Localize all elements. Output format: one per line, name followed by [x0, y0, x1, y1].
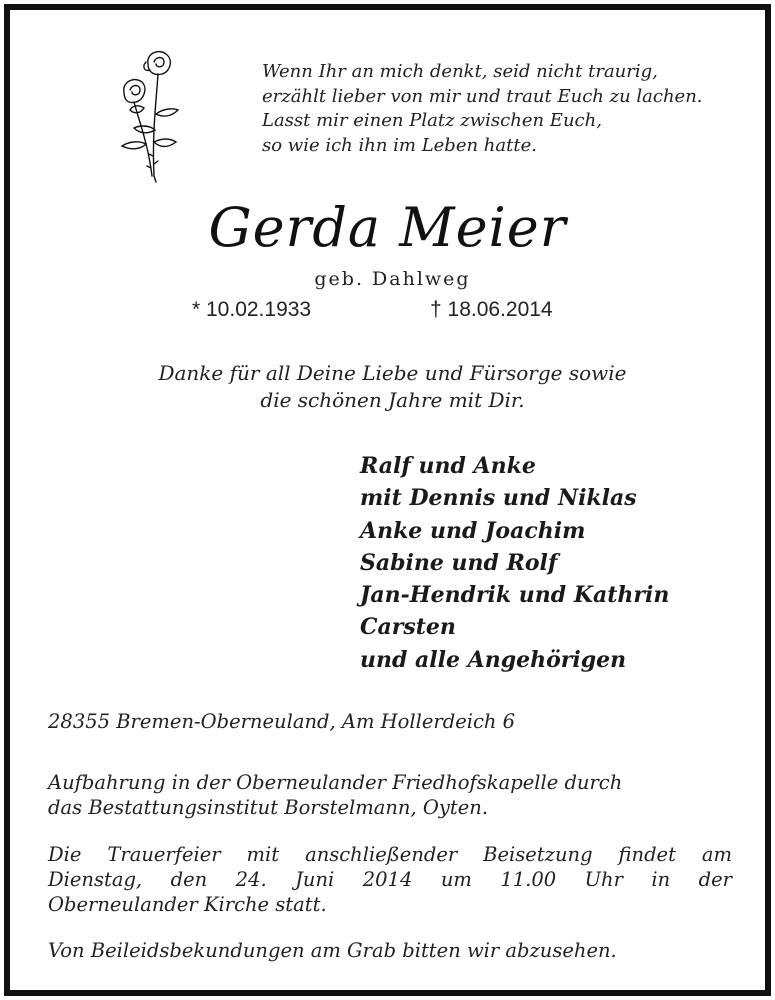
- family-line: Anke und Joachim: [360, 517, 586, 544]
- birth-date: * 10.02.1933: [192, 298, 312, 321]
- notice-line: Oberneulander Kirche statt.: [48, 893, 327, 916]
- obituary-content: [10, 10, 765, 990]
- family-line: Jan-Hendrik und Kathrin: [360, 582, 670, 609]
- thanks-line: die schönen Jahre mit Dir.: [260, 388, 525, 412]
- condolence-notice: Von Beileidsbekundungen am Grab bitten wir abzusehen.: [48, 939, 617, 962]
- death-date: † 18.06.2014: [430, 298, 553, 321]
- notice-line: Die Trauerfeier mit anschließender Beisetzung findet am: [48, 843, 732, 866]
- funeral-notice: [48, 842, 732, 917]
- notice-line: das Bestattungsinstitut Borstelmann, Oyten.: [48, 796, 489, 819]
- thanks-message: [10, 360, 775, 414]
- poem-line: Lasst mir einen Platz zwischen Euch,: [262, 110, 602, 131]
- deceased-name: Gerda Meier: [208, 196, 567, 259]
- viewing-notice: [48, 770, 732, 820]
- family-list: [360, 450, 740, 676]
- obituary-frame: [4, 4, 771, 996]
- birth-name: geb. Dahlweg: [314, 268, 471, 290]
- notice-line: Aufbahrung in der Oberneulander Friedhofskapelle durch: [48, 771, 623, 794]
- poem-line: erzählt lieber von mir und traut Euch zu lachen.: [262, 85, 703, 107]
- poem-line: Wenn Ihr an mich denkt, seid nicht traurig,: [262, 61, 658, 82]
- family-line: mit Dennis und Niklas: [360, 485, 637, 512]
- notice-line: Dienstag, den 24. Juni 2014 um 11.00 Uhr in der: [48, 868, 732, 891]
- family-line: Sabine und Rolf: [360, 549, 558, 576]
- family-line: und alle Angehörigen: [360, 646, 627, 673]
- address: 28355 Bremen-Oberneuland, Am Hollerdeich 6: [48, 710, 516, 733]
- family-line: Carsten: [360, 614, 456, 641]
- thanks-line: Danke für all Deine Liebe und Fürsorge sowie: [158, 361, 627, 385]
- memorial-poem: [262, 60, 742, 158]
- rose-icon: [108, 44, 188, 184]
- poem-line: so wie ich ihn im Leben hatte.: [262, 134, 537, 156]
- family-line: Ralf und Anke: [360, 453, 536, 479]
